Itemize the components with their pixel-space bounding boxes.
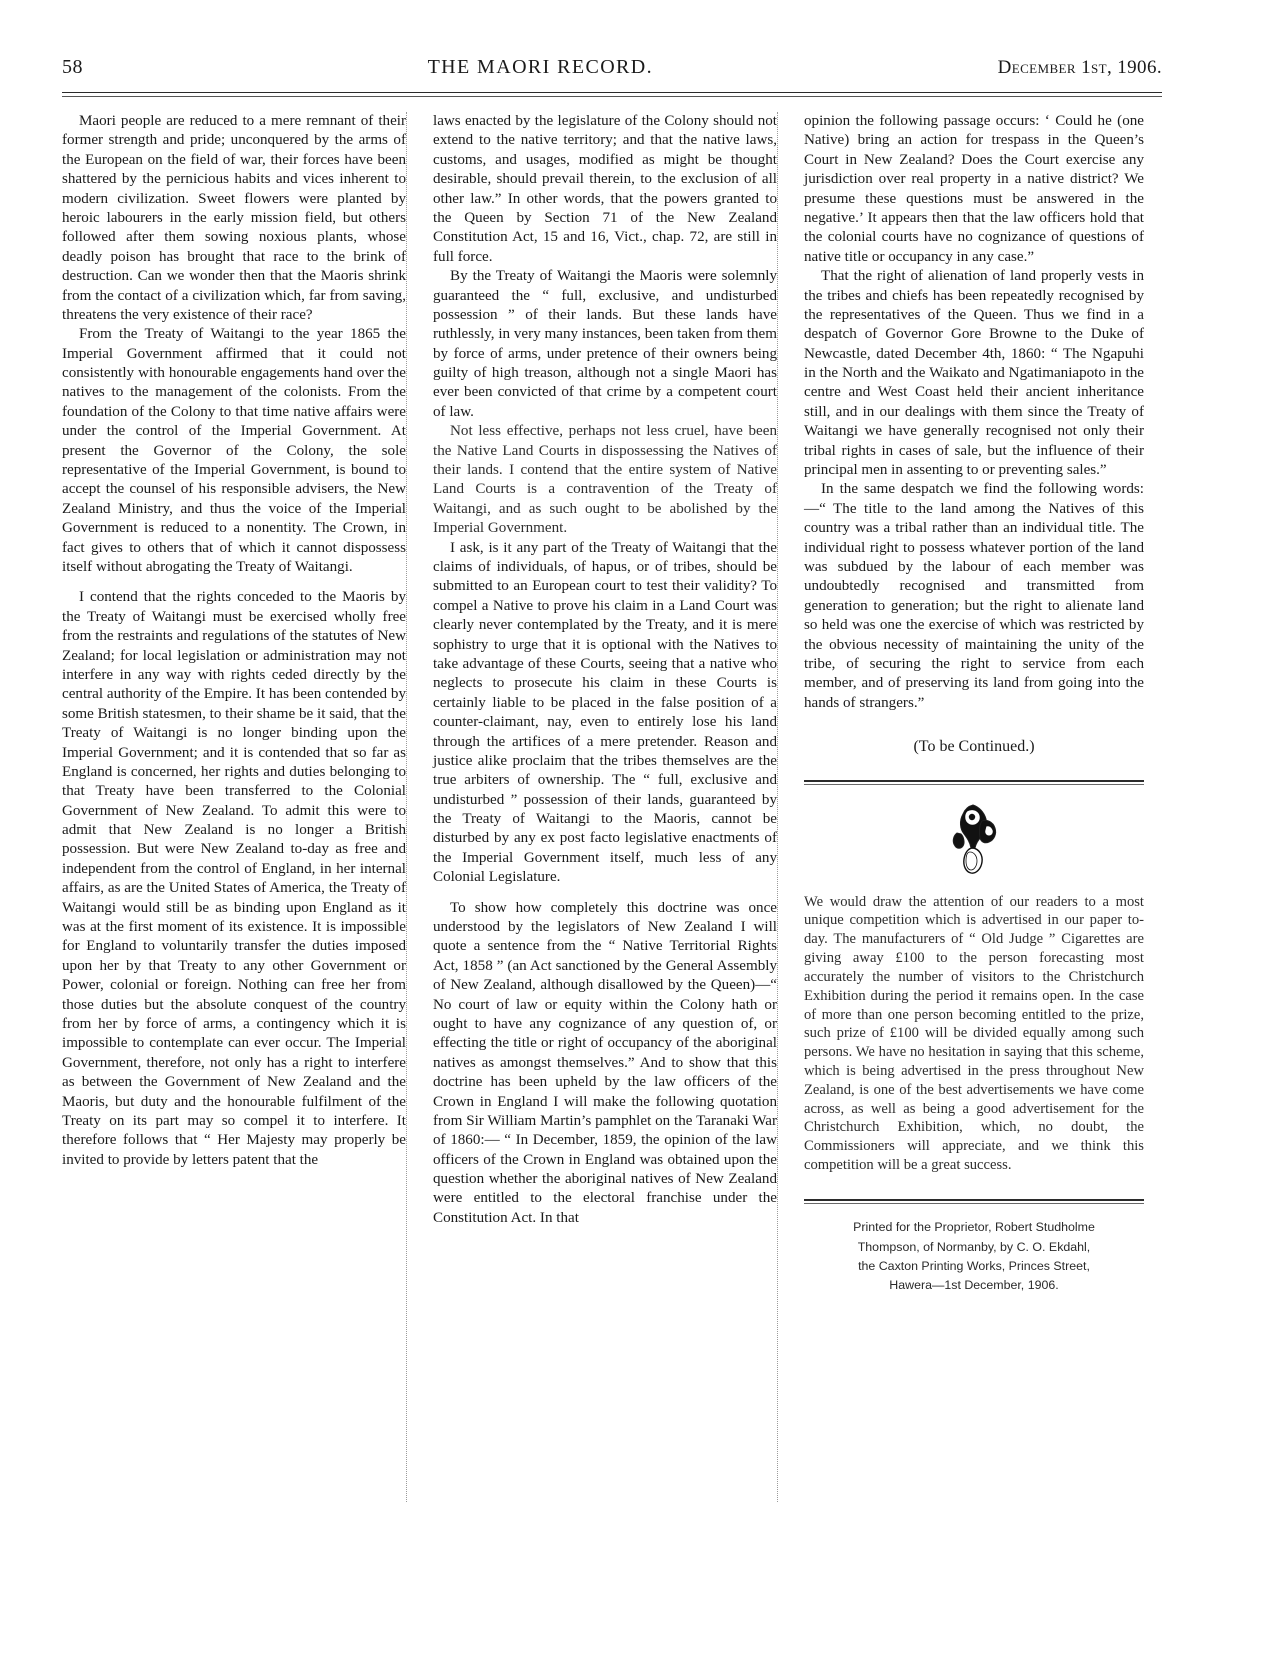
imprint-line: the Caxton Printing Works, Princes Street, [858,1258,1090,1273]
paragraph: By the Treaty of Waitangi the Maoris were solemnly guaranteed the “ full, exclusive, and undisturbed possession ” of their lands. But these lands have ruthlessly, in very many instances, been taken from them by force of arms, under pretence of their owners being guilty of high treason, although not a single Maori has ever been convicted of that crime by a competent court of law. [433,268,777,420]
paragraph: That the right of alienation of land properly vests in the tribes and chiefs has been repeatedly recognised by the representatives of the Queen. Thus we find in a despatch of Governor Gore Browne to the Duke of Newcastle, dated December 4th, 1860: “ The Ngapuhi in the North and the Waikato and Ngatimaniapoto in the centre and West Coast held their ancient inheritance still, and in our dealings with them since the Treaty of Waitangi we have generally recognised not only their tribal rights in cases of sale, but the influence of their principal men in assenting to or preventing sales.” [804,268,1144,479]
paragraph: I ask, is it any part of the Treaty of Waitangi that the claims of individuals, of hapus, or of tribes, should be submitted to an European court to test their validity? To compel a Native to prove his claim in a Land Court was clearly never contemplated by the Treaty, and it is mere sophistry to urge that it is optional with the Natives to take advantage of these Courts, seeing that a native who neglects to prosecute his claim in these Courts is certainly liable to be placed in the false position of a counter-claimant, nay, even to entirely lose his land through the artifices of a mere pretender. Reason and justice alike proclaim that the tribes themselves are the true arbiters of ownership. The “ full, exclusive and undisturbed ” possession of their lands, guaranteed by the Treaty of Waitangi to the Maoris, cannot be disturbed by any ex post facto legislative enactments of the Imperial Government itself, much less of any Colonial Legislature. [433,539,777,886]
paragraph: Maori people are reduced to a mere remnant of their former strength and pride; unconquered by the arms of the European on the field of war, their forces have been shattered by the pernicious habits and vices inherent to modern civilization. Sweet flowers were planted by heroic labourers in the early mission field, but others followed after them sowing noxious plants, whose deadly poison has brought that race to the brink of destruction. Can we wonder then that the Maoris shrink from the contact of a civilization which, far from saving, threatens the very existence of their race? [62,113,406,323]
printer-imprint [804,1218,1144,1295]
paragraph: I contend that the rights conceded to the Maoris by the Treaty of Waitangi must be exercised wholly free from the restraints and regulations of the statutes of New Zealand; for local legislation or administration may not interfere in any way with rights ceded directly by the central authority of the Empire. It has been contended by some British statesmen, to their shame be it said, that the Treaty of Waitangi is no longer binding upon the Imperial Government; and it is contended that so far as England is concerned, her rights and duties belonging to that Treaty have been transferred to the Colonial Government of New Zealand. To admit this were to admit that New Zealand is no longer a British possession. But were New Zealand to-day as free and independent from the control of England, in her internal affairs, as are the United States of America, the Treaty of Waitangi would still be as binding upon England as it was at the first moment of its existence. It is impossible for England to voluntarily transfer the duties imposed upon her by that Treaty to any other Government or Power, colonial or foreign. Nothing can free her from those duties but the absolute conquest of the country from her by force of arms, a contingency which it is impossible to contemplate can ever occur. The Imperial Government, therefore, not only has a right to interfere as between the Government of New Zealand and the Maoris, but duty and the honourable fulfilment of the Treaty on its part may so compel it to interfere. It therefore follows that “ Her Majesty may properly be invited to provide by letters patent that the [62,589,406,1168]
competition-notice: We would draw the attention of our readers to a most unique competition which is advertised in our paper to-day. The manufacturers of “ Old Judge ” Cigarettes are giving away £100 to the person forecasting most accurately the number of visitors to the Christchurch Exhibition during the period it remains open. In the case of more than one person becoming entitled to the prize, such prize of £100 will be divided equally among such persons. We have no hesitation in saying that this scheme, which is being advertised in the press throughout New Zealand, is one of the best advertisements we have come across, as well as being a good advertisement for the Christchurch Exhibition, which, no doubt, the Commissioners will appreciate, and we think this competition will be a great success. [804,893,1144,1174]
column-three [778,112,1144,1512]
issue-date: December 1st, 1906. [997,57,1162,78]
decorative-tiki-ornament [804,803,1144,875]
paragraph: From the Treaty of Waitangi to the year 1865 the Imperial Government affirmed that it could not consistently with honourable engagements hand over the natives to the management of the colonists. From the foundation of the Colony to that time native affairs were under the control of the Imperial Government. At present the Governor of the Colony, the sole representative of the Imperial Government, is bound to accept the counsel of his responsible advisers, the New Zealand Ministry, and thus the voice of the Imperial Government is reduced to a nonentity. The Crown, in fact gives to others that of which it cannot dispossess itself without abrogating the Treaty of Waitangi. [62,326,406,575]
to-be-continued-note: (To be Continued.) [913,738,1035,756]
header-rule [62,92,1162,97]
paragraph: opinion the following passage occurs: ‘ Could he (one Native) bring an action for trespass in the Queen’s Court in New Zealand? Does the Court exercise any jurisdiction over real property in a native district? We presume these questions must be answered in the negative.’ It appears then that the law officers hold that the colonial courts have no cognizance of questions of native title or occupancy in any case.” [804,113,1144,265]
column-two [407,112,777,1512]
publication-title: THE MAORI RECORD. [427,56,654,78]
footer-rule [804,1199,1144,1205]
imprint-line: Hawera—1st December, 1906. [889,1278,1059,1292]
paragraph: To show how completely this doctrine was once understood by the legislators of New Zealand I will quote a sentence from the “ Native Territorial Rights Act, 1858 ” (an Act sanctioned by the General Assembly of New Zealand, although disallowed by the Queen)—“ No court of law or equity within the Colony hath or ought to have any cognizance of any question of, or effecting the title or right of occupancy of the aboriginal natives as amongst themselves.” And to show that this doctrine has been upheld by the law officers of the Crown in England I will make the following quotation from Sir William Martin’s pamphlet on the Taranaki War of 1860:— “ In December, 1859, the opinion of the law officers of the Crown in England was obtained upon the question whether the aboriginal natives of New Zealand were entitled to the electoral franchise under the Constitution Act. In that [433,899,777,1226]
section-rule [804,780,1144,785]
imprint-line: Thompson, of Normanby, by C. O. Ekdahl, [857,1239,1091,1254]
column-one [62,112,406,1512]
paragraph: In the same despatch we find the following words:—“ The title to the land among the Natives of this country was a tribal rather than an individual title. The individual right to possess whatever portion of the land was subdued by the labour of each member was undoubtedly recognised and transmitted from generation to generation; but the right to alienate land so held was one the exercise of which was restricted by the obvious necessity of maintaining the unity of the tribe, of securing the right to service from each member, and of preserving its land from going into the hands of strangers.” [804,481,1144,711]
article-columns [62,112,1162,1512]
page-number: 58 [62,56,83,78]
paragraph: laws enacted by the legislature of the Colony should not extend to the native territory; and that the native laws, customs, and usages, modified as might be thought desirable, should prevail therein, to the exclusion of all other law.” In other words, that the powers granted to the Queen by Section 71 of the New Zealand Constitution Act, 15 and 16, Vict., chap. 72, are still in full force. [433,113,777,265]
paragraph: Not less effective, perhaps not less cruel, have been the Native Land Courts in dispossessing the Natives of their lands. I contend that the entire system of Native Land Courts is a contravention of the Treaty of Waitangi, and as such ought to be abolished by the Imperial Government. [433,423,777,537]
imprint-line: Printed for the Proprietor, Robert Studholme [853,1220,1095,1235]
page-header [62,56,1162,86]
